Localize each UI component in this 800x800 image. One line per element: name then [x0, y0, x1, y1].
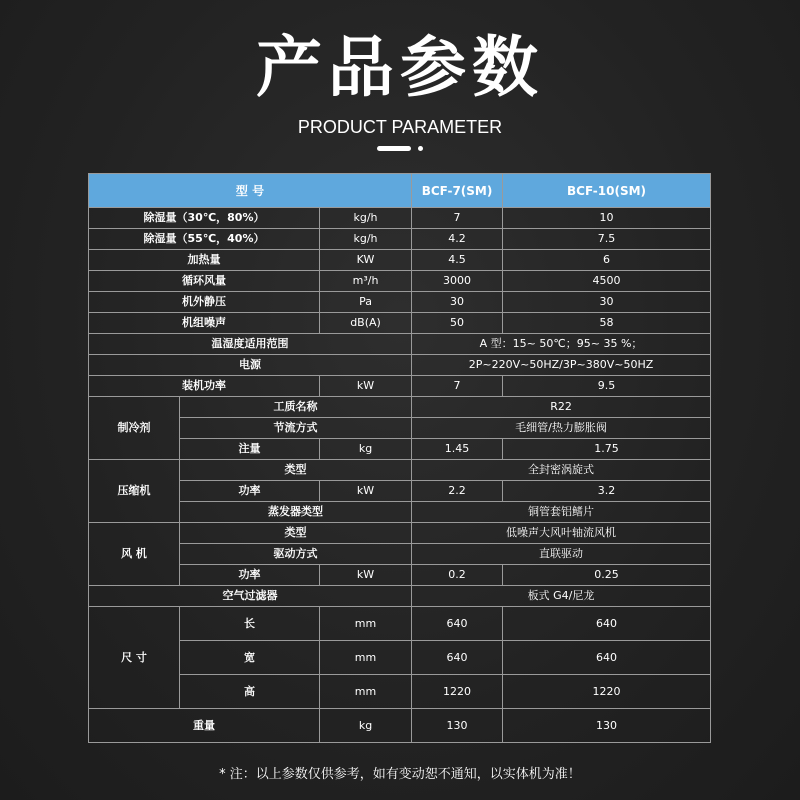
- shared-value: A 型：15~ 50℃；95~ 35 %；: [412, 334, 711, 355]
- table-row: [89, 523, 711, 544]
- shared-value: 毛细管/热力膨胀阀: [412, 418, 711, 439]
- row-label: 重量: [89, 709, 320, 743]
- table-row: [89, 544, 711, 565]
- table-row: [89, 565, 711, 586]
- value-b: 30: [503, 292, 711, 313]
- value-b: 3.2: [503, 481, 711, 502]
- row-label: 机外静压: [89, 292, 320, 313]
- group-label: 尺 寸: [89, 607, 180, 709]
- shared-value: 低噪声大风叶轴流风机: [412, 523, 711, 544]
- value-b: 9.5: [503, 376, 711, 397]
- row-label: 类型: [180, 460, 412, 481]
- footnote: * 注：以上参数仅供参考，如有变动恕不通知，以实体机为准！: [219, 767, 581, 782]
- row-unit: Pa: [320, 292, 412, 313]
- table-row: [89, 502, 711, 523]
- page-subtitle: PRODUCT PARAMETER: [297, 117, 503, 137]
- value-b: 640: [503, 641, 711, 675]
- table-row: [89, 586, 711, 607]
- row-label: 工质名称: [180, 397, 412, 418]
- row-label: 除湿量（55℃，40%）: [89, 229, 320, 250]
- row-unit: kW: [320, 376, 412, 397]
- table-row: [89, 641, 711, 675]
- group-label: 制冷剂: [89, 397, 180, 460]
- row-label: 驱动方式: [180, 544, 412, 565]
- shared-value: 铜管套铝鳍片: [412, 502, 711, 523]
- row-label: 循环风量: [89, 271, 320, 292]
- row-unit: mm: [320, 641, 412, 675]
- table-row: [89, 208, 711, 229]
- row-label: 高: [180, 675, 320, 709]
- row-label: 功率: [180, 481, 320, 502]
- table-row: [89, 229, 711, 250]
- value-a: 640: [412, 641, 503, 675]
- value-b: 7.5: [503, 229, 711, 250]
- table-row: [89, 376, 711, 397]
- value-a: 3000: [412, 271, 503, 292]
- row-unit: kW: [320, 481, 412, 502]
- value-a: 4.5: [412, 250, 503, 271]
- value-b: 130: [503, 709, 711, 743]
- table-row: [89, 675, 711, 709]
- row-label: 电源: [89, 355, 412, 376]
- shared-value: R22: [412, 397, 711, 418]
- table-row: [89, 607, 711, 641]
- value-b: 58: [503, 313, 711, 334]
- decorative-dot: [418, 146, 423, 151]
- row-unit: m³/h: [320, 271, 412, 292]
- row-label: 空气过滤器: [89, 586, 412, 607]
- value-b: 1.75: [503, 439, 711, 460]
- row-label: 类型: [180, 523, 412, 544]
- model-a-header: BCF-7(SM): [412, 174, 503, 208]
- value-a: 1220: [412, 675, 503, 709]
- row-label: 除湿量（30℃，80%）: [89, 208, 320, 229]
- row-unit: kg: [320, 709, 412, 743]
- table-header-row: [89, 174, 711, 208]
- value-a: 0.2: [412, 565, 503, 586]
- row-label: 注量: [180, 439, 320, 460]
- page-title: 产品参数: [256, 29, 544, 106]
- value-b: 0.25: [503, 565, 711, 586]
- model-b-header: BCF-10(SM): [503, 174, 711, 208]
- row-unit: mm: [320, 675, 412, 709]
- value-b: 640: [503, 607, 711, 641]
- table-row: [89, 460, 711, 481]
- value-a: 4.2: [412, 229, 503, 250]
- row-label: 加热量: [89, 250, 320, 271]
- group-label: 压缩机: [89, 460, 180, 523]
- row-label: 长: [180, 607, 320, 641]
- row-label: 温湿度适用范围: [89, 334, 412, 355]
- table-row: [89, 439, 711, 460]
- value-a: 130: [412, 709, 503, 743]
- row-label: 节流方式: [180, 418, 412, 439]
- row-label: 宽: [180, 641, 320, 675]
- row-unit: KW: [320, 250, 412, 271]
- group-label: 风 机: [89, 523, 180, 586]
- row-unit: kW: [320, 565, 412, 586]
- shared-value: 全封密涡旋式: [412, 460, 711, 481]
- value-a: 50: [412, 313, 503, 334]
- row-unit: kg/h: [320, 229, 412, 250]
- shared-value: 2P~220V~50HZ/3P~380V~50HZ: [412, 355, 711, 376]
- value-b: 1220: [503, 675, 711, 709]
- row-label: 蒸发器类型: [180, 502, 412, 523]
- shared-value: 板式 G4/尼龙: [412, 586, 711, 607]
- row-unit: kg/h: [320, 208, 412, 229]
- row-unit: dB(A): [320, 313, 412, 334]
- spec-table: [88, 173, 711, 743]
- row-unit: kg: [320, 439, 412, 460]
- table-row: [89, 250, 711, 271]
- shared-value: 直联驱动: [412, 544, 711, 565]
- table-row: [89, 397, 711, 418]
- table-row: [89, 418, 711, 439]
- table-row: [89, 271, 711, 292]
- value-a: 640: [412, 607, 503, 641]
- table-row: [89, 292, 711, 313]
- value-a: 7: [412, 376, 503, 397]
- row-label: 功率: [180, 565, 320, 586]
- row-label: 装机功率: [89, 376, 320, 397]
- value-a: 30: [412, 292, 503, 313]
- table-row: [89, 355, 711, 376]
- value-a: 1.45: [412, 439, 503, 460]
- table-row: [89, 481, 711, 502]
- decorative-bar: [377, 146, 411, 151]
- col-model-header: 型 号: [89, 174, 412, 208]
- table-row: [89, 334, 711, 355]
- row-label: 机组噪声: [89, 313, 320, 334]
- value-b: 4500: [503, 271, 711, 292]
- value-b: 6: [503, 250, 711, 271]
- row-unit: mm: [320, 607, 412, 641]
- value-a: 2.2: [412, 481, 503, 502]
- value-b: 10: [503, 208, 711, 229]
- table-row: [89, 313, 711, 334]
- value-a: 7: [412, 208, 503, 229]
- table-row: [89, 709, 711, 743]
